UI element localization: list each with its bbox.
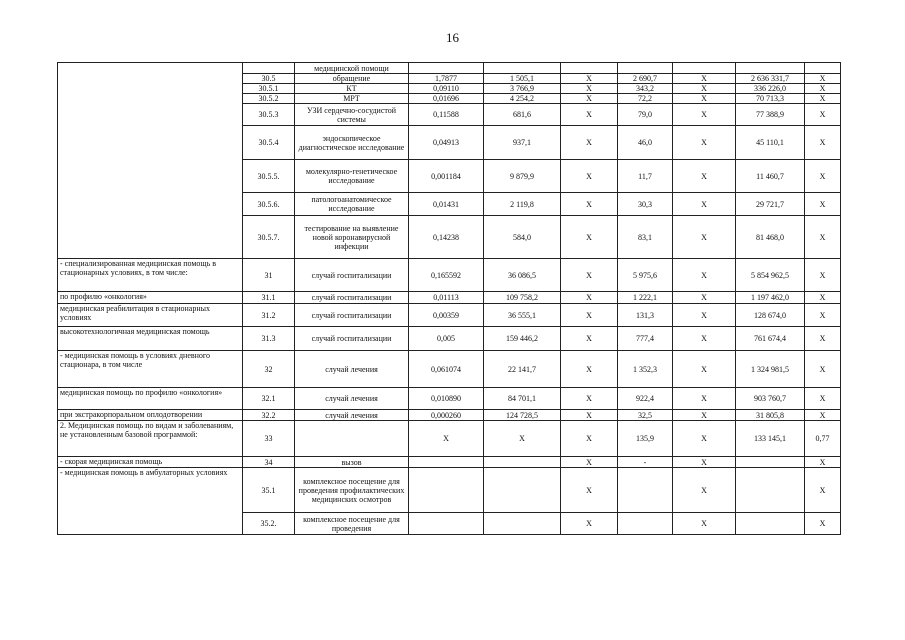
value-cell: X <box>805 388 841 410</box>
value-cell: 36 086,5 <box>484 259 561 292</box>
row-unit: комплексное посещение для проведения <box>295 513 409 535</box>
value-cell: 903 760,7 <box>736 388 805 410</box>
value-cell: X <box>673 292 736 304</box>
table-row <box>58 468 841 513</box>
value-cell: X <box>561 84 618 94</box>
row-code: 31 <box>243 259 295 292</box>
value-cell: 0,00359 <box>409 304 484 327</box>
row-unit: случай лечения <box>295 351 409 388</box>
table-row <box>58 457 841 468</box>
value-cell: 937,1 <box>484 126 561 160</box>
value-cell: 131,3 <box>618 304 673 327</box>
row-unit: вызов <box>295 457 409 468</box>
row-label: - скорая медицинская помощь <box>58 457 243 468</box>
value-cell: 0,061074 <box>409 351 484 388</box>
value-cell <box>484 513 561 535</box>
value-cell: 11 460,7 <box>736 160 805 193</box>
value-cell: X <box>805 94 841 104</box>
value-cell: X <box>561 292 618 304</box>
row-code: 30.5 <box>243 74 295 84</box>
value-cell: 0,01431 <box>409 193 484 216</box>
value-cell: X <box>409 421 484 457</box>
row-label: - медицинская помощь в амбулаторных условиях <box>58 468 243 535</box>
value-cell: 0,14238 <box>409 216 484 259</box>
row-label: медицинская реабилитация в стационарных условиях <box>58 304 243 327</box>
value-cell: X <box>561 457 618 468</box>
row-code: 31.3 <box>243 327 295 351</box>
value-cell <box>673 63 736 74</box>
value-cell: 83,1 <box>618 216 673 259</box>
value-cell: 0,11588 <box>409 104 484 126</box>
value-cell: - <box>618 457 673 468</box>
value-cell: X <box>805 126 841 160</box>
row-unit: случай лечения <box>295 410 409 421</box>
value-cell: X <box>561 104 618 126</box>
row-code: 31.1 <box>243 292 295 304</box>
value-cell: 77 388,9 <box>736 104 805 126</box>
row-label: при экстракорпоральном оплодотворении <box>58 410 243 421</box>
table-body <box>58 63 841 535</box>
value-cell <box>736 457 805 468</box>
row-label <box>58 63 243 259</box>
value-cell: 1,7877 <box>409 74 484 84</box>
value-cell: 777,4 <box>618 327 673 351</box>
row-unit: случай госпитализации <box>295 304 409 327</box>
value-cell: 2 119,8 <box>484 193 561 216</box>
row-label: - специализированная медицинская помощь в стационарных условиях, в том числе: <box>58 259 243 292</box>
value-cell: X <box>805 513 841 535</box>
value-cell: 1 505,1 <box>484 74 561 84</box>
value-cell: 2 636 331,7 <box>736 74 805 84</box>
value-cell: X <box>561 421 618 457</box>
table-row <box>58 63 841 74</box>
row-code: 30.5.1 <box>243 84 295 94</box>
row-label: - медицинская помощь в условиях дневного стационара, в том числе <box>58 351 243 388</box>
value-cell: X <box>561 468 618 513</box>
value-cell: X <box>805 104 841 126</box>
value-cell: 11,7 <box>618 160 673 193</box>
value-cell: X <box>561 94 618 104</box>
row-label: по профилю «онкология» <box>58 292 243 304</box>
value-cell: 922,4 <box>618 388 673 410</box>
table-row <box>58 351 841 388</box>
value-cell: 84 701,1 <box>484 388 561 410</box>
row-unit: случай госпитализации <box>295 292 409 304</box>
value-cell: 0,001184 <box>409 160 484 193</box>
value-cell: 1 222,1 <box>618 292 673 304</box>
value-cell: 32,5 <box>618 410 673 421</box>
value-cell <box>805 63 841 74</box>
value-cell: X <box>673 457 736 468</box>
value-cell: 5 975,6 <box>618 259 673 292</box>
row-unit: случай госпитализации <box>295 259 409 292</box>
table-row <box>58 410 841 421</box>
value-cell <box>618 513 673 535</box>
row-code: 32 <box>243 351 295 388</box>
value-cell: X <box>805 410 841 421</box>
value-cell: 70 713,3 <box>736 94 805 104</box>
value-cell: 45 110,1 <box>736 126 805 160</box>
row-code: 35.1 <box>243 468 295 513</box>
row-unit: комплексное посещение для проведения профилактических медицинских осмотров <box>295 468 409 513</box>
value-cell: 36 555,1 <box>484 304 561 327</box>
value-cell <box>409 63 484 74</box>
table-row <box>58 421 841 457</box>
value-cell: 584,0 <box>484 216 561 259</box>
value-cell: X <box>673 94 736 104</box>
value-cell: 30,3 <box>618 193 673 216</box>
value-cell: X <box>805 74 841 84</box>
row-unit: медицинской помощи <box>295 63 409 74</box>
row-label: 2. Медицинская помощь по видам и заболеваниям, не установленным базовой программой: <box>58 421 243 457</box>
value-cell <box>409 457 484 468</box>
value-cell: X <box>805 216 841 259</box>
value-cell: X <box>805 327 841 351</box>
value-cell: 128 674,0 <box>736 304 805 327</box>
table-row <box>58 259 841 292</box>
value-cell: X <box>673 388 736 410</box>
value-cell: X <box>561 513 618 535</box>
value-cell: X <box>673 410 736 421</box>
row-unit: УЗИ сердечно-сосудистой системы <box>295 104 409 126</box>
table-row <box>58 327 841 351</box>
row-code: 30.5.5. <box>243 160 295 193</box>
row-code <box>243 63 295 74</box>
value-cell: X <box>561 327 618 351</box>
table-row <box>58 304 841 327</box>
value-cell: 46,0 <box>618 126 673 160</box>
value-cell: X <box>805 160 841 193</box>
value-cell: X <box>673 259 736 292</box>
row-code: 32.2 <box>243 410 295 421</box>
value-cell: 9 879,9 <box>484 160 561 193</box>
value-cell: X <box>673 216 736 259</box>
value-cell: 0,77 <box>805 421 841 457</box>
value-cell <box>618 468 673 513</box>
table-row <box>58 292 841 304</box>
row-unit: случай госпитализации <box>295 327 409 351</box>
value-cell: X <box>673 126 736 160</box>
value-cell: 1 324 981,5 <box>736 351 805 388</box>
value-cell: X <box>561 193 618 216</box>
value-cell: X <box>561 388 618 410</box>
value-cell: 1 352,3 <box>618 351 673 388</box>
value-cell: 109 758,2 <box>484 292 561 304</box>
value-cell: 133 145,1 <box>736 421 805 457</box>
value-cell: X <box>673 84 736 94</box>
value-cell: X <box>673 160 736 193</box>
value-cell: 343,2 <box>618 84 673 94</box>
value-cell: 1 197 462,0 <box>736 292 805 304</box>
value-cell <box>484 63 561 74</box>
row-unit: эндоскопическое диагностическое исследование <box>295 126 409 160</box>
value-cell: X <box>561 216 618 259</box>
value-cell: X <box>561 74 618 84</box>
row-unit <box>295 421 409 457</box>
value-cell: X <box>805 468 841 513</box>
value-cell: 0,01696 <box>409 94 484 104</box>
row-code: 31.2 <box>243 304 295 327</box>
table-row <box>58 388 841 410</box>
value-cell: X <box>673 327 736 351</box>
value-cell: 124 728,5 <box>484 410 561 421</box>
value-cell <box>736 513 805 535</box>
value-cell: 22 141,7 <box>484 351 561 388</box>
value-cell: X <box>673 304 736 327</box>
row-code: 30.5.3 <box>243 104 295 126</box>
value-cell: 336 226,0 <box>736 84 805 94</box>
row-unit: случай лечения <box>295 388 409 410</box>
value-cell <box>409 513 484 535</box>
value-cell: 2 690,7 <box>618 74 673 84</box>
value-cell <box>561 63 618 74</box>
value-cell: 681,6 <box>484 104 561 126</box>
value-cell: 79,0 <box>618 104 673 126</box>
value-cell: X <box>673 421 736 457</box>
value-cell: X <box>561 259 618 292</box>
value-cell <box>484 468 561 513</box>
tariff-table <box>57 62 841 535</box>
row-unit: обращение <box>295 74 409 84</box>
value-cell: X <box>561 160 618 193</box>
value-cell: 81 468,0 <box>736 216 805 259</box>
row-label: медицинская помощь по профилю «онкология» <box>58 388 243 410</box>
row-code: 30.5.7. <box>243 216 295 259</box>
value-cell: X <box>805 457 841 468</box>
value-cell: X <box>673 513 736 535</box>
value-cell: X <box>673 351 736 388</box>
value-cell: 0,165592 <box>409 259 484 292</box>
value-cell: X <box>805 259 841 292</box>
row-unit: молекулярно-генетическое исследование <box>295 160 409 193</box>
value-cell: X <box>805 292 841 304</box>
value-cell: 159 446,2 <box>484 327 561 351</box>
value-cell: X <box>673 468 736 513</box>
row-code: 30.5.4 <box>243 126 295 160</box>
row-code: 30.5.6. <box>243 193 295 216</box>
value-cell: 72,2 <box>618 94 673 104</box>
value-cell <box>736 468 805 513</box>
value-cell: X <box>673 104 736 126</box>
value-cell: 5 854 962,5 <box>736 259 805 292</box>
row-code: 33 <box>243 421 295 457</box>
value-cell: 0,005 <box>409 327 484 351</box>
value-cell <box>618 63 673 74</box>
row-unit: тестирование на выявление новой коронавирусной инфекции <box>295 216 409 259</box>
value-cell: 761 674,4 <box>736 327 805 351</box>
row-unit: патологоанатомическое исследование <box>295 193 409 216</box>
row-code: 35.2. <box>243 513 295 535</box>
value-cell: X <box>805 193 841 216</box>
value-cell: X <box>484 421 561 457</box>
value-cell: X <box>561 351 618 388</box>
value-cell: X <box>561 126 618 160</box>
value-cell: 29 721,7 <box>736 193 805 216</box>
row-code: 34 <box>243 457 295 468</box>
value-cell: 3 766,9 <box>484 84 561 94</box>
value-cell: 31 805,8 <box>736 410 805 421</box>
value-cell: X <box>805 351 841 388</box>
value-cell: 135,9 <box>618 421 673 457</box>
value-cell: X <box>673 74 736 84</box>
value-cell <box>484 457 561 468</box>
value-cell: 4 254,2 <box>484 94 561 104</box>
row-code: 32.1 <box>243 388 295 410</box>
value-cell: X <box>561 304 618 327</box>
row-label: высокотехнологичная медицинская помощь <box>58 327 243 351</box>
value-cell: X <box>673 193 736 216</box>
row-unit: КТ <box>295 84 409 94</box>
value-cell: X <box>805 84 841 94</box>
value-cell: 0,09110 <box>409 84 484 94</box>
value-cell: 0,010890 <box>409 388 484 410</box>
row-unit: МРТ <box>295 94 409 104</box>
page-number: 16 <box>446 30 459 45</box>
value-cell: 0,04913 <box>409 126 484 160</box>
row-code: 30.5.2 <box>243 94 295 104</box>
value-cell <box>736 63 805 74</box>
value-cell: X <box>805 304 841 327</box>
value-cell <box>409 468 484 513</box>
value-cell: 0,000260 <box>409 410 484 421</box>
value-cell: 0,01113 <box>409 292 484 304</box>
value-cell: X <box>561 410 618 421</box>
